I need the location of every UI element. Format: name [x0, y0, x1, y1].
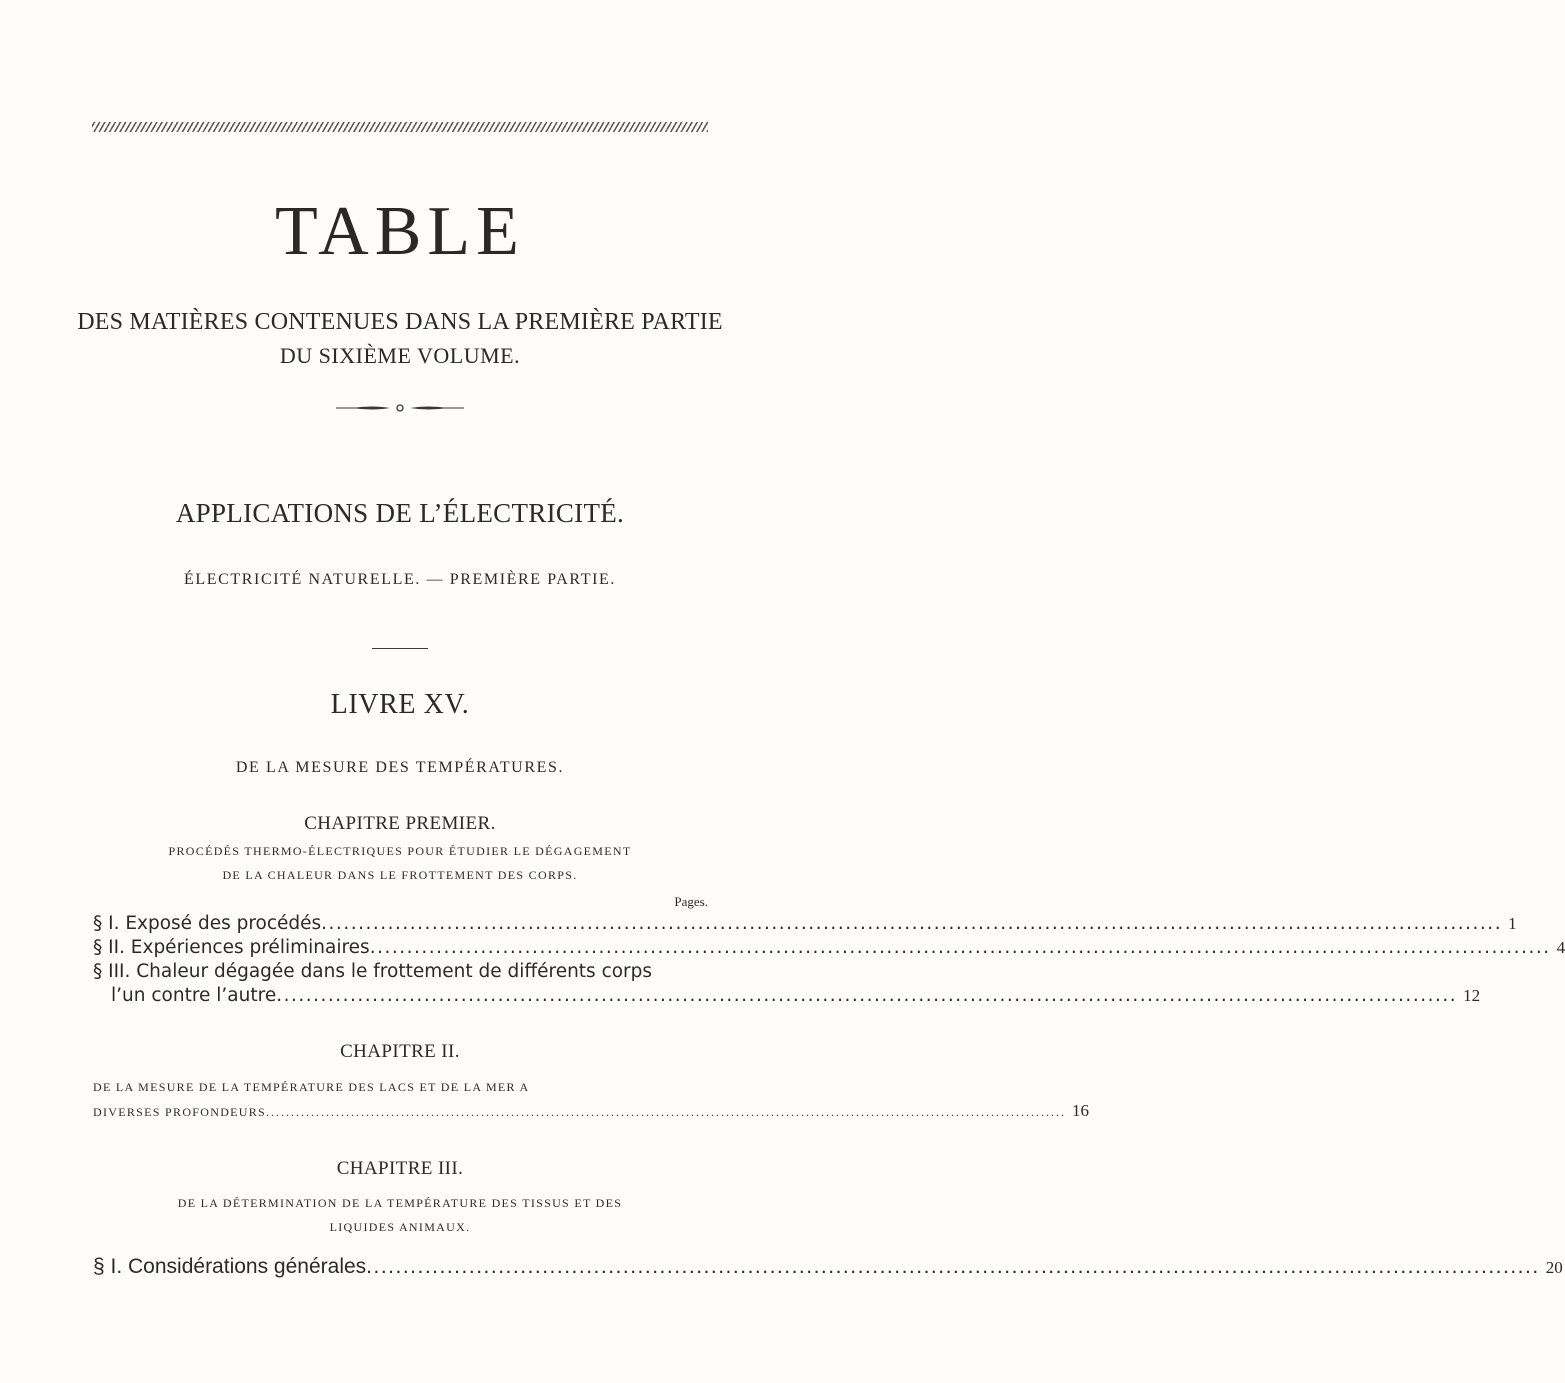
toc-entry-continuation[interactable] — [93, 984, 1481, 1008]
section-subtitle: ÉLECTRICITÉ NATURELLE. — PREMIÈRE PARTIE. — [183, 571, 617, 588]
pages-column-label: Pages. — [674, 894, 708, 909]
leader-dots: ................................................................................................................................................................ — [276, 985, 1458, 1006]
chapter-1-heading-line-2: DE LA CHALEUR DANS LE FROTTEMENT DES CORPS. — [222, 868, 578, 882]
ornamental-divider — [332, 402, 468, 414]
toc-entry[interactable] — [93, 960, 708, 984]
top-ornamental-rule — [92, 122, 708, 132]
toc-entry-label: § III. Chaleur dégagée dans le frottement de différents corps — [93, 961, 653, 982]
page-title: TABLE — [275, 193, 525, 270]
page-subtitle-line-2: DU SIXIÈME VOLUME. — [279, 343, 521, 368]
chapter-1-heading-line-1: PROCÉDÉS THERMO-ÉLECTRIQUES POUR ÉTUDIER LE DÉGAGEMENT — [168, 844, 632, 858]
chapter-2-entry[interactable] — [93, 1101, 1090, 1121]
chapter-3-heading-line-2: LIQUIDES ANIMAUX. — [329, 1220, 471, 1234]
toc-entry[interactable] — [93, 936, 1565, 960]
chapter-3-title: CHAPITRE III. — [336, 1158, 464, 1179]
chapter-2-page: 16 — [1072, 1101, 1090, 1120]
toc-entry-page: 1 — [1508, 914, 1517, 933]
page-subtitle-line-1: DES MATIÈRES CONTENUES DANS LA PREMIÈRE PARTIE — [77, 309, 723, 335]
section-title: APPLICATIONS DE L’ÉLECTRICITÉ. — [175, 498, 625, 528]
chapter-2-title: CHAPITRE II. — [340, 1041, 460, 1062]
toc-entry[interactable] — [93, 1253, 1563, 1282]
leader-dots: ................................................................................................................................................................ — [266, 1105, 1067, 1119]
toc-entry[interactable] — [93, 912, 1517, 936]
toc-entry-label: § I. Exposé des procédés — [93, 913, 322, 934]
chapter-2-heading-line-1: DE LA MESURE DE LA TEMPÉRATURE DES LACS ET DE LA MER A — [93, 1080, 530, 1094]
chapter-1-title: CHAPITRE PREMIER. — [304, 813, 496, 834]
book-title: LIVRE XV. — [330, 689, 470, 720]
leader-dots: ................................................................................................................................................................ — [366, 1255, 1540, 1278]
toc-entry-label: § I. Considérations générales — [93, 1255, 367, 1278]
chapter-2-heading-line-2: DIVERSES PROFONDEURS — [93, 1105, 267, 1119]
short-divider-rule — [372, 648, 428, 649]
chapter-3-heading-line-1: DE LA DÉTERMINATION DE LA TEMPÉRATURE DES TISSUS ET DES — [177, 1196, 623, 1210]
book-subtitle: DE LA MESURE DES TEMPÉRATURES. — [235, 759, 565, 776]
toc-entry-page: 4 — [1556, 938, 1565, 957]
leader-dots: ................................................................................................................................................................ — [321, 913, 1503, 934]
leader-dots: ................................................................................................................................................................ — [369, 937, 1551, 958]
toc-entry-page: 20 — [1545, 1258, 1563, 1277]
toc-entry-label: § II. Expériences préliminaires — [93, 937, 370, 958]
toc-entry-label-continued: l’un contre l’autre — [111, 985, 277, 1006]
toc-entry-page: 12 — [1463, 986, 1481, 1005]
